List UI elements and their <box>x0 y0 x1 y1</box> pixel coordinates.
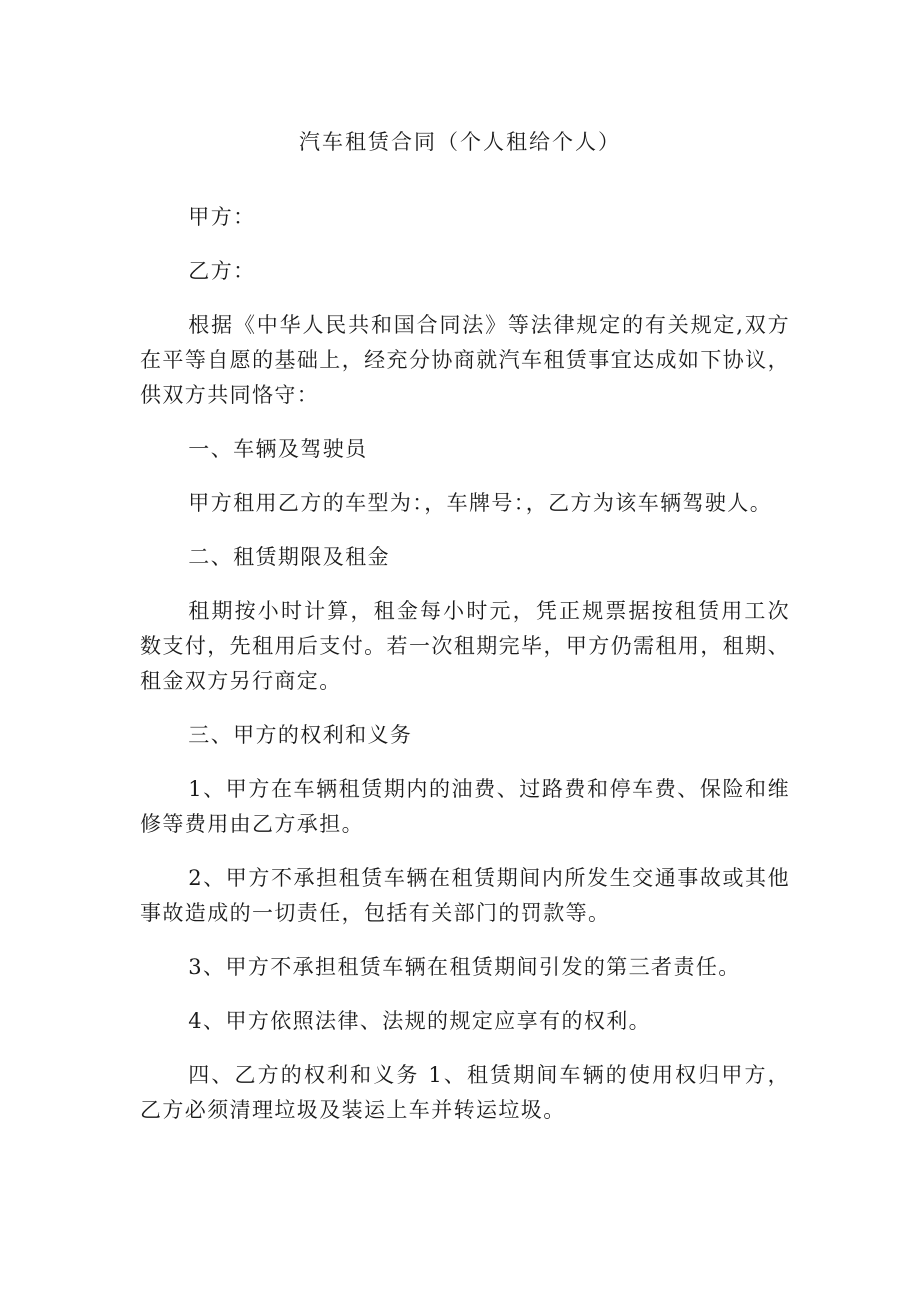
section-heading-party-a-rights: 三、甲方的权利和义务 <box>188 723 413 747</box>
section-heading-vehicle-driver: 一、车辆及驾驶员 <box>188 437 368 461</box>
clause-paragraph: 3、甲方不承担租赁车辆在租赁期间引发的第三者责任。 <box>188 955 741 979</box>
document-body <box>140 200 790 1128</box>
clause-paragraph: 2、甲方不承担租赁车辆在租赁期间内所发生交通事故或其他事故造成的一切责任，包括有关部门的罚款等。 <box>140 866 790 925</box>
vehicle-details-paragraph: 甲方租用乙方的车型为：，车牌号：，乙方为该车辆驾驶人。 <box>188 491 773 515</box>
document-title: 汽车租赁合同（个人租给个人） <box>299 130 621 154</box>
rent-terms-paragraph: 租期按小时计算，租金每小时元，凭正规票据按租赁用工次数支付，先租用后支付。若一次租期完毕，甲方仍需租用，租期、租金双方另行商定。 <box>140 599 790 693</box>
party-b-line: 乙方： <box>188 259 256 283</box>
section-heading-term-rent: 二、租赁期限及租金 <box>188 545 390 569</box>
clause-paragraph: 4、甲方依照法律、法规的规定应享有的权利。 <box>188 1009 652 1033</box>
clause-paragraph: 1、甲方在车辆租赁期内的油费、过路费和停车费、保险和维修等费用由乙方承担。 <box>140 777 790 836</box>
section-heading-party-b-rights: 四、乙方的权利和义务 1、租赁期间车辆的使用权归甲方，乙方必须清理垃圾及装运上车并转运垃圾。 <box>140 1063 790 1122</box>
preamble-paragraph: 根据《中华人民共和国合同法》等法律规定的有关规定,双方在平等自愿的基础上，经充分协商就汽车租赁事宜达成如下协议，供双方共同恪守： <box>140 313 790 407</box>
party-a-line: 甲方： <box>188 205 256 229</box>
